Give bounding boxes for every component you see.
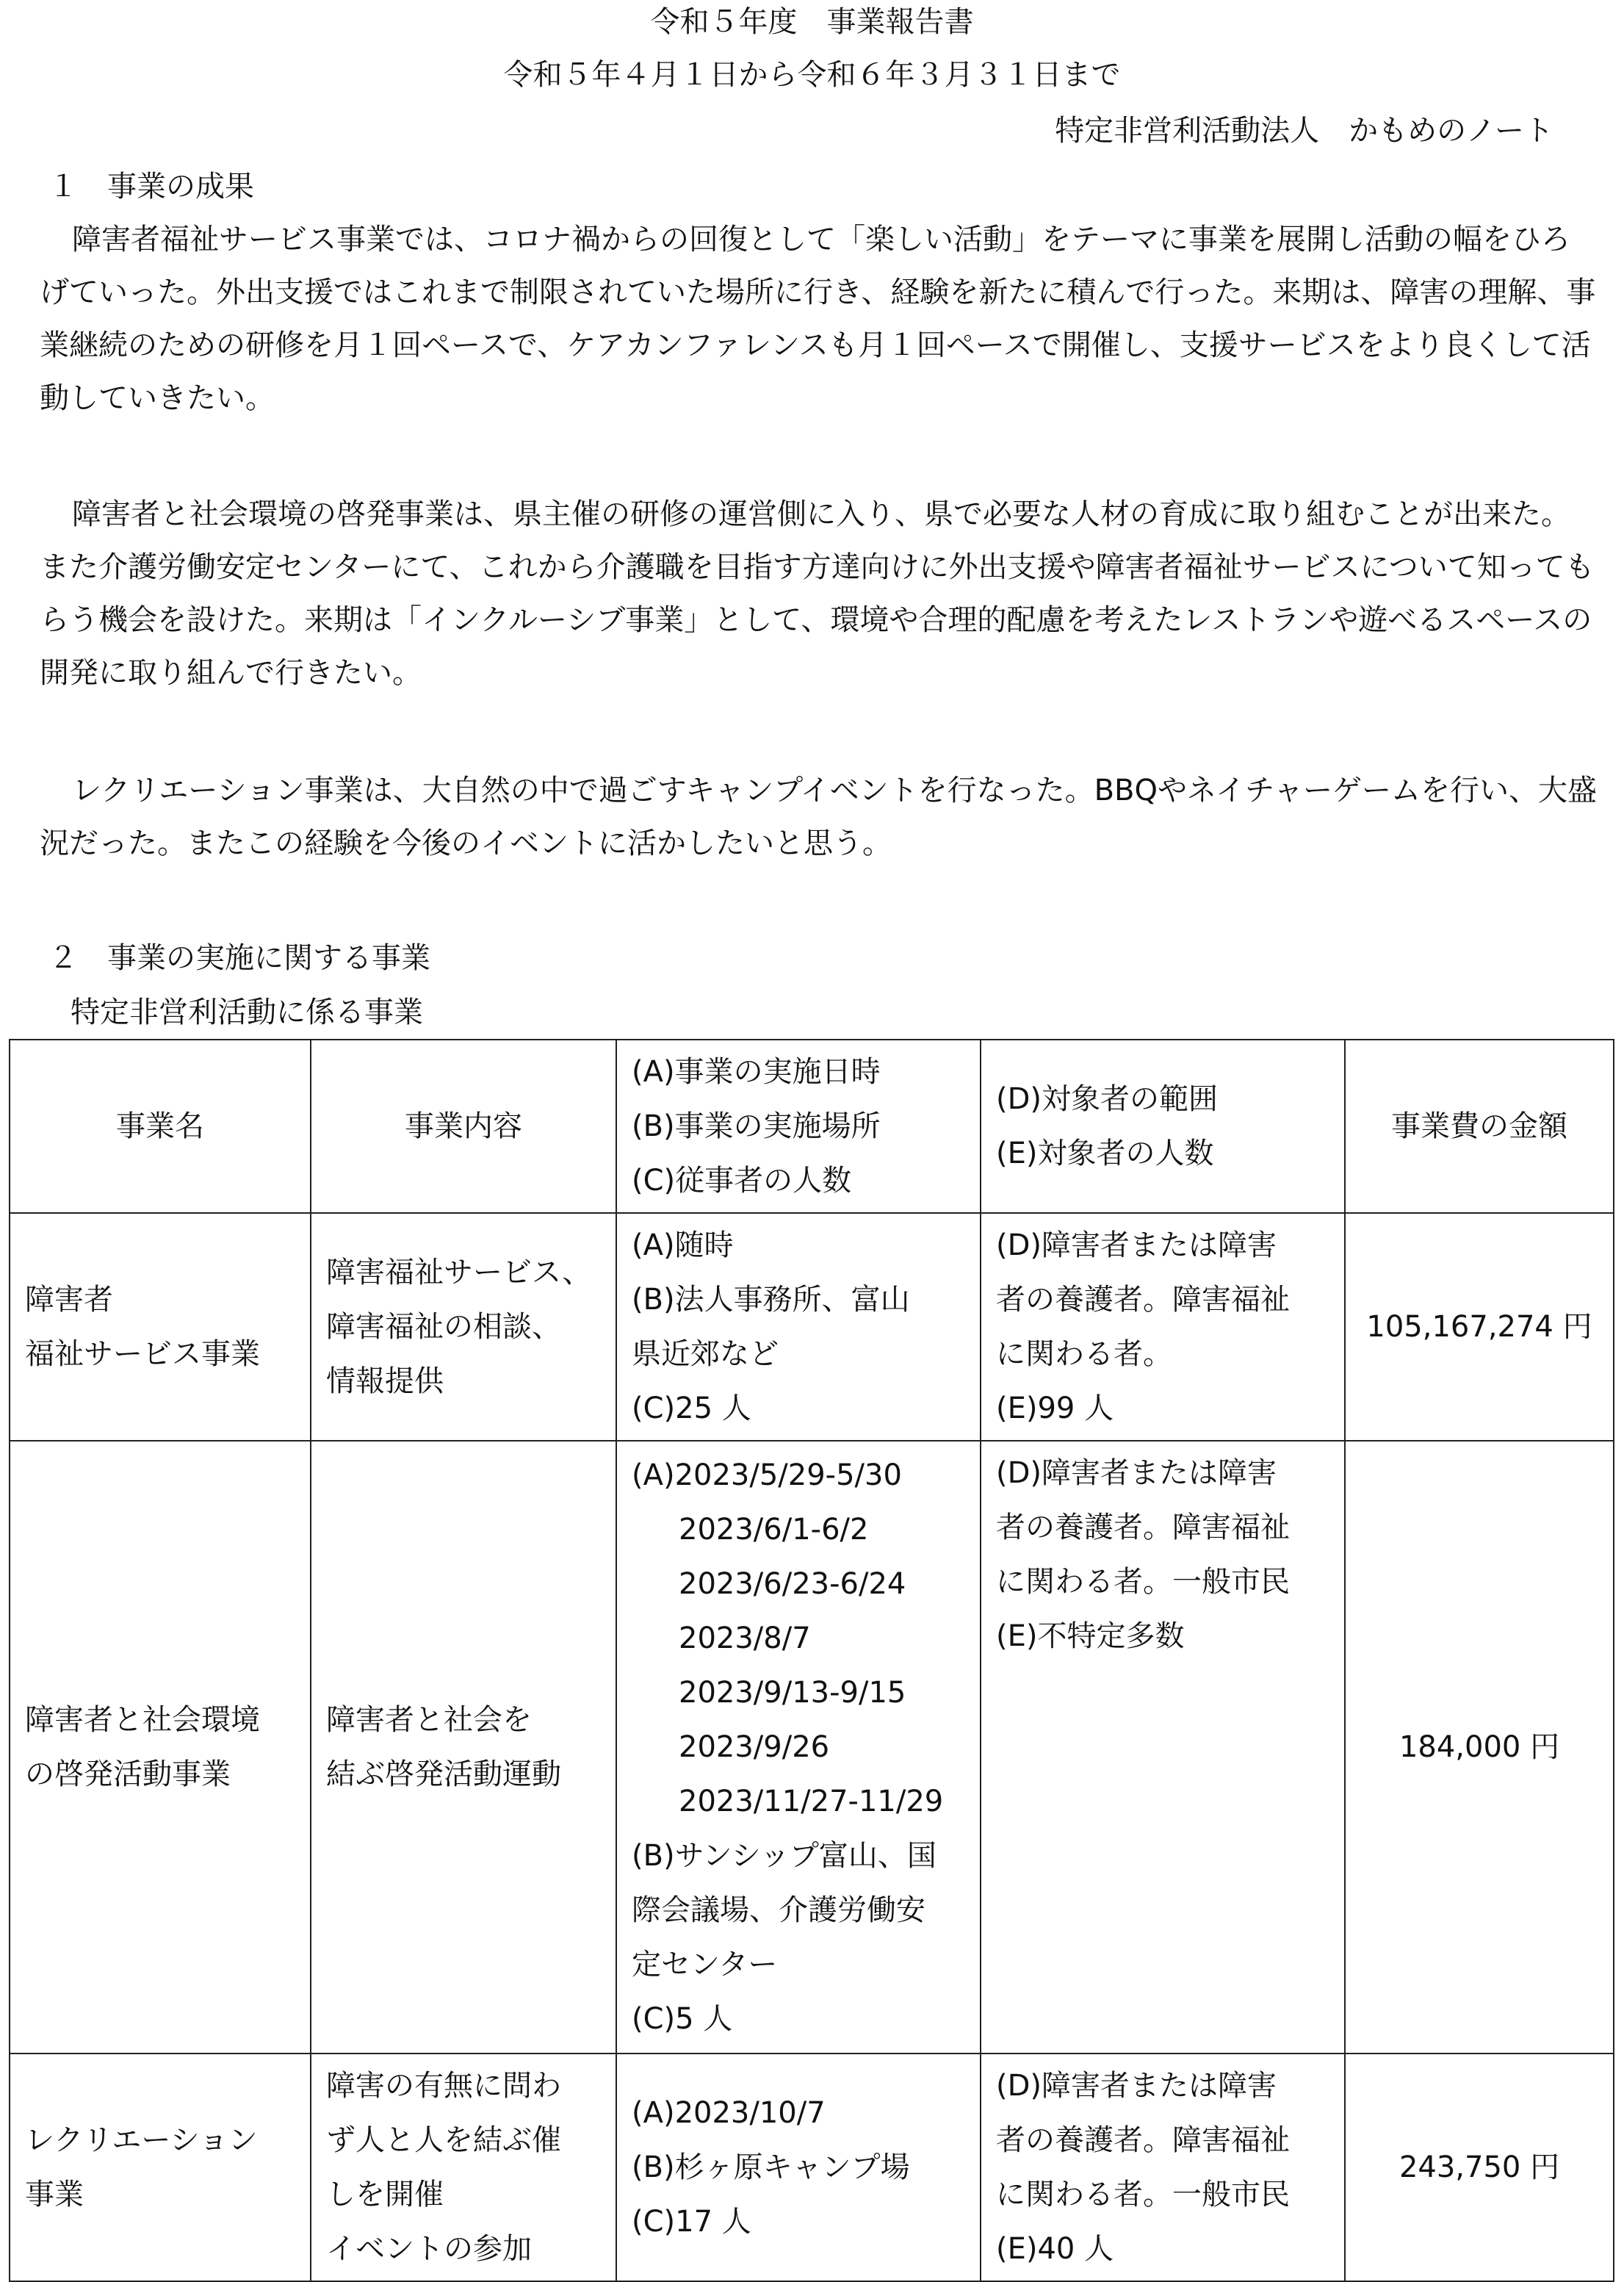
table-row (10, 2054, 1614, 2281)
header-amount: 事業費の金額 (1345, 1040, 1614, 1213)
table-row (10, 1441, 1614, 2054)
row3-amount: 243,750 円 (1345, 2054, 1614, 2281)
section2-heading: ２ 事業の実施に関する事業 (48, 941, 430, 975)
header-de: (D)対象者の範囲 (E)対象者の人数 (981, 1040, 1345, 1213)
row2-de: (D)障害者または障害 者の養護者。障害福祉 に関わる者。一般市民 (E)不特定多数 (981, 1441, 1345, 2054)
table-header-row (10, 1040, 1614, 1213)
row3-abc: (A)2023/10/7 (B)杉ヶ原キャンプ場 (C)17 人 (616, 2054, 981, 2281)
row1-abc: (A)随時 (B)法人事務所、富山 県近郊など (C)25 人 (616, 1213, 981, 1441)
row1-amount: 105,167,274 円 (1345, 1213, 1614, 1441)
organization-name: 特定非営利活動法人 かもめのノート (1055, 114, 1553, 148)
row1-name: 障害者 福祉サービス事業 (10, 1213, 311, 1441)
section1-paragraph-1: 障害者福祉サービス事業では、コロナ禍からの回復として「楽しい活動」をテーマに事業を展開し活動の幅をひろげていった。外出支援ではこれまで制限されていた場所に行き、経験を新たに積んで行った。来期は、障害の理解、事業継続のための研修を月１回ペースで、ケアカンファレンスも月１回ペースで開催し、支援サービスをより良くして活動していきたい。 (40, 223, 1596, 415)
row2-content: 障害者と社会を 結ぶ啓発活動運動 (311, 1441, 616, 2054)
business-table (9, 1039, 1614, 2282)
section1-paragraph-2: 障害者と社会環境の啓発事業は、県主催の研修の運営側に入り、県で必要な人材の育成に取り組むことが出来た。また介護労働安定センターにて、これから介護職を目指す方達向けに外出支援や障害者福祉サービスについて知ってもらう機会を設けた。来期は「インクルーシブ事業」として、環境や合理的配慮を考えたレストランや遊べるスペースの開発に取り組んで行きたい。 (40, 497, 1595, 690)
row2-abc: (A)2023/5/29-5/30 2023/6/1-6/2 2023/6/23-6/24 2023/8/7 2023/9/13-9/15 2023/9/26 2023/11/27-11/29 (B)サンシップ富山、国 際会議場、介護労働安 定センター (C)5 人 (616, 1441, 981, 2054)
header-business-content: 事業内容 (311, 1040, 616, 1213)
report-period: 令和５年４月１日から令和６年３月３１日まで (503, 58, 1121, 92)
section1-paragraph-3: レクリエーション事業は、大自然の中で過ごすキャンプイベントを行なった。BBQやネイチャーゲームを行い、大盛況だった。またこの経験を今後のイベントに活かしたいと思う。 (40, 774, 1597, 860)
section1-heading: １ 事業の成果 (48, 170, 254, 204)
row1-de: (D)障害者または障害 者の養護者。障害福祉 に関わる者。 (E)99 人 (981, 1213, 1345, 1441)
row3-content: 障害の有無に問わ ず人と人を結ぶ催 しを開催 イベントの参加 (311, 2054, 616, 2281)
table-row (10, 1213, 1614, 1441)
header-business-name: 事業名 (10, 1040, 311, 1213)
report-title: 令和５年度 事業報告書 (650, 5, 974, 39)
section2-subheading: 特定非営利活動に係る事業 (71, 996, 423, 1029)
row3-de: (D)障害者または障害 者の養護者。障害福祉 に関わる者。一般市民 (E)40 人 (981, 2054, 1345, 2281)
row2-amount: 184,000 円 (1345, 1441, 1614, 2054)
row3-name: レクリエーション 事業 (10, 2054, 311, 2281)
header-abc: (A)事業の実施日時 (B)事業の実施場所 (C)従事者の人数 (616, 1040, 981, 1213)
row1-content: 障害福祉サービス、 障害福祉の相談、 情報提供 (311, 1213, 616, 1441)
row2-name: 障害者と社会環境 の啓発活動事業 (10, 1441, 311, 2054)
